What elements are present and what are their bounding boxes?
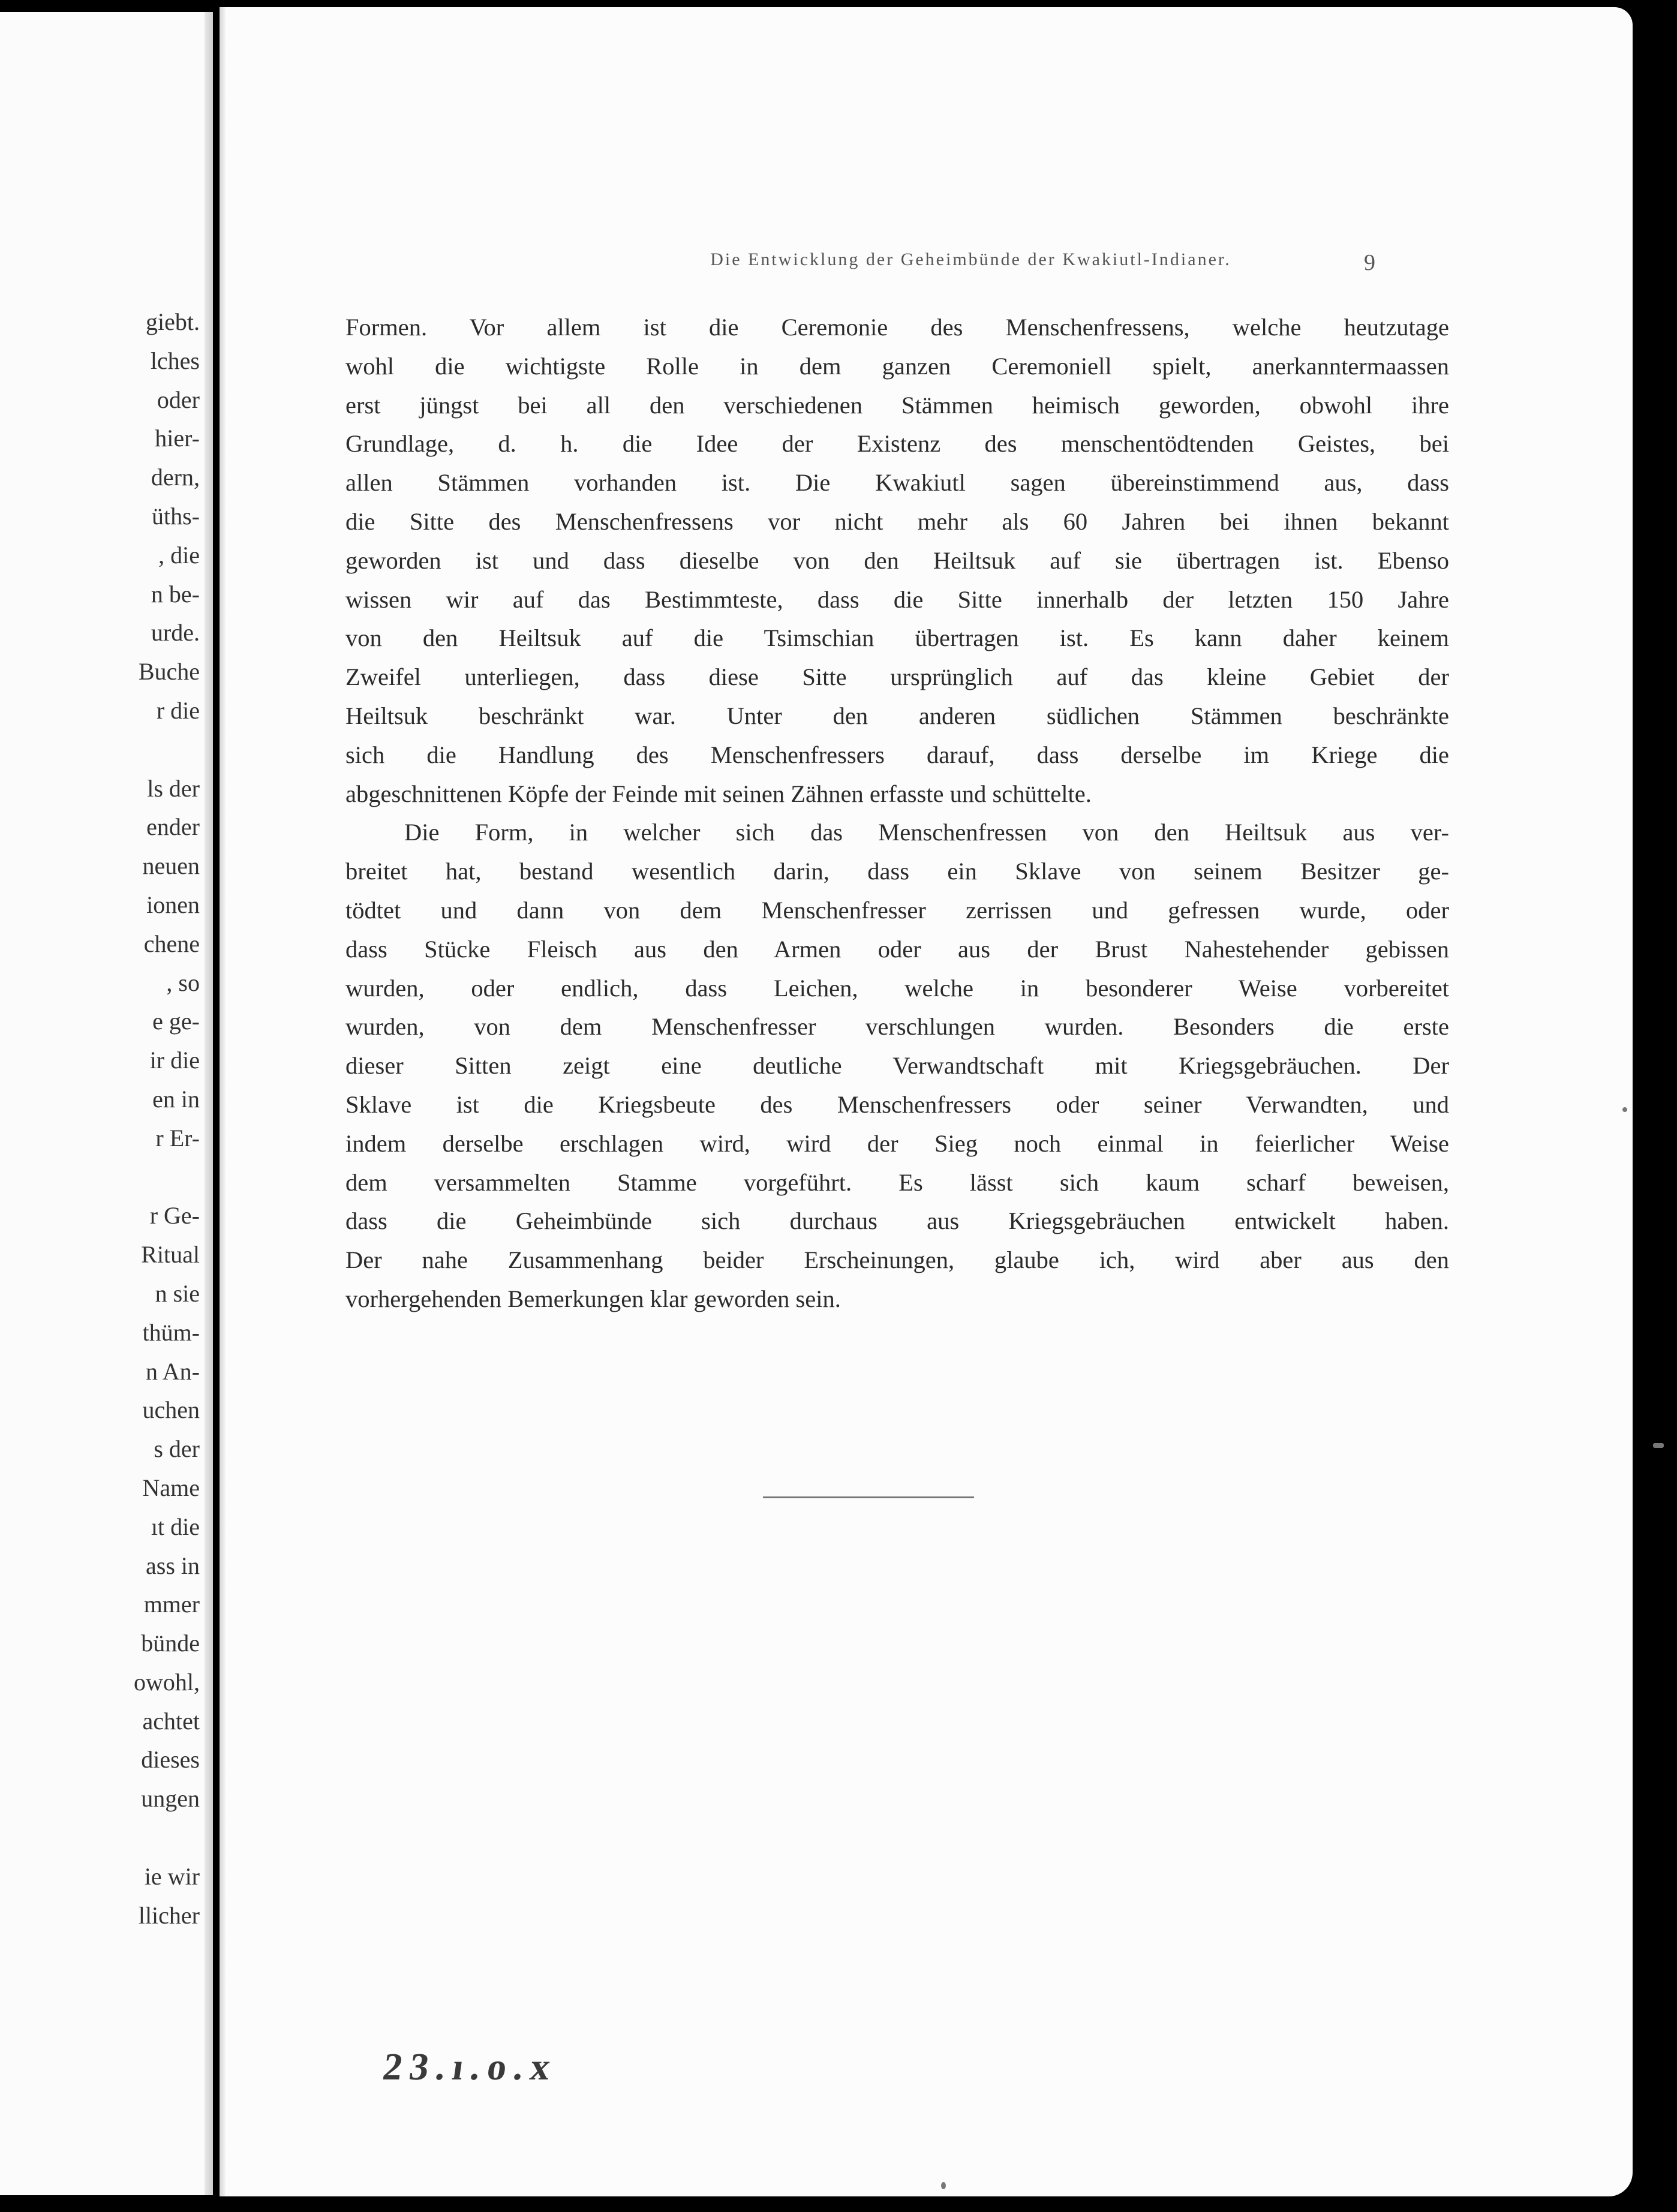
text-line: Sklave ist die Kriegsbeute des Menschenfressers oder seiner Verwandten, und <box>345 1090 1449 1118</box>
scan-speck <box>1653 1443 1664 1448</box>
previous-page-line: ungen <box>141 1785 200 1813</box>
previous-page-line: ender <box>146 813 200 841</box>
text-line: abgeschnittenen Köpfe der Feinde mit seinen Zähnen erfasste und schüttelte. <box>345 780 1092 807</box>
previous-page-line: urde. <box>151 619 200 647</box>
previous-page-line <box>134 1819 200 1858</box>
page-number: 9 <box>1364 250 1375 275</box>
previous-page-line: ionen <box>146 891 200 918</box>
previous-page-line: owohl, <box>134 1668 200 1696</box>
previous-page-line: s der <box>154 1435 200 1463</box>
section-end-rule <box>763 1496 974 1498</box>
text-line: vorhergehenden Bemerkungen klar geworden sein. <box>345 1285 841 1312</box>
previous-page-line: n An- <box>146 1357 200 1385</box>
previous-page-line: n sie <box>155 1279 200 1307</box>
previous-page-line <box>134 1158 200 1197</box>
previous-page-line: Ritual <box>141 1241 200 1269</box>
text-line: die Sitte des Menschenfressens vor nicht mehr als 60 Jahren bei ihnen bekannt <box>345 507 1449 535</box>
gutter-shadow <box>205 12 213 2195</box>
text-line: dem versammelten Stamme vorgeführt. Es lässt sich kaum scharf beweisen, <box>345 1168 1449 1196</box>
text-line: tödtet und dann von dem Menschenfresser zerrissen und gefressen wurde, oder <box>345 896 1449 924</box>
text-line: Zweifel unterliegen, dass diese Sitte ursprünglich auf das kleine Gebiet der <box>345 663 1449 691</box>
text-line: Grundlage, d. h. die Idee der Existenz des menschentödtenden Geistes, bei <box>345 430 1449 458</box>
body-text <box>345 308 1449 1319</box>
previous-page-line: thüm- <box>142 1318 200 1346</box>
previous-page-line-endings <box>134 303 200 1935</box>
text-line: indem derselbe erschlagen wird, wird der Sieg noch einmal in feierlicher Weise <box>345 1129 1449 1157</box>
previous-page-line: en in <box>152 1085 200 1113</box>
previous-page-line: Buche <box>138 658 200 686</box>
previous-page-line: chene <box>143 930 200 957</box>
scan-speck <box>1622 1107 1627 1112</box>
previous-page-line: dieses <box>141 1746 200 1774</box>
previous-page-sliver <box>0 12 213 2195</box>
previous-page-line: achtet <box>142 1707 200 1735</box>
text-line: allen Stämmen vorhanden ist. Die Kwakiutl sagen übereinstimmend aus, dass <box>345 469 1449 497</box>
previous-page-line: giebt. <box>146 308 200 335</box>
previous-page-line: oder <box>157 386 200 413</box>
previous-page-line: ir die <box>149 1047 200 1074</box>
text-line: wurden, oder endlich, dass Leichen, welche in besonderer Weise vorbereitet <box>345 974 1449 1002</box>
text-line: dieser Sitten zeigt eine deutliche Verwandtschaft mit Kriegsgebräuchen. Der <box>345 1052 1449 1080</box>
previous-page-line: ls der <box>147 774 200 802</box>
text-line: Heiltsuk beschränkt war. Unter den anderen südlichen Stämmen beschränkte <box>345 702 1449 729</box>
text-line: dass die Geheimbünde sich durchaus aus Kriegsgebräuchen entwickelt haben. <box>345 1207 1449 1235</box>
text-line: breitet hat, bestand wesentlich darin, dass ein Sklave von seinem Besitzer ge- <box>345 858 1449 885</box>
previous-page-line: r Ge- <box>149 1202 200 1230</box>
previous-page-line: llicher <box>138 1901 200 1929</box>
accession-stamp: 23.ı.o.x <box>380 2045 560 2088</box>
previous-page-line: lches <box>150 347 200 374</box>
previous-page-line: ie wir <box>144 1862 200 1890</box>
previous-page-line: uchen <box>142 1396 200 1424</box>
previous-page-line: ıt die <box>151 1513 200 1540</box>
text-line: Der nahe Zusammenhang beider Erscheinungen, glaube ich, wird aber aus den <box>345 1246 1449 1274</box>
previous-page-line: Name <box>142 1474 200 1501</box>
text-line: geworden ist und dass dieselbe von den Heiltsuk auf sie übertragen ist. Ebenso <box>345 546 1449 574</box>
previous-page-line: , so <box>166 969 200 996</box>
text-line: von den Heiltsuk auf die Tsimschian übertragen ist. Es kann daher keinem <box>345 624 1449 652</box>
previous-page-line: e ge- <box>152 1008 200 1035</box>
text-line: wohl die wichtigste Rolle in dem ganzen Ceremoniell spielt, anerkanntermaassen <box>345 352 1449 380</box>
previous-page-line: , die <box>158 541 200 569</box>
text-line: sich die Handlung des Menschenfressers darauf, dass derselbe im Kriege die <box>345 741 1449 768</box>
previous-page-line: mmer <box>143 1591 200 1618</box>
page-edge <box>220 7 226 2196</box>
text-line: wurden, von dem Menschenfresser verschlungen wurden. Besonders die erste <box>345 1013 1449 1041</box>
previous-page-line: ass in <box>146 1552 200 1579</box>
text-line: wissen wir auf das Bestimmteste, dass die Sitte innerhalb der letzten 150 Jahre <box>345 585 1449 613</box>
running-head: Die Entwicklung der Geheimbünde der Kwakiutl-Indianer. <box>710 250 1231 269</box>
previous-page-line: neuen <box>142 852 200 880</box>
previous-page-line: r die <box>156 696 200 724</box>
previous-page-line: hier- <box>155 425 200 452</box>
text-line: Die Form, in welcher sich das Menschenfressen von den Heiltsuk aus ver- <box>404 819 1449 846</box>
scan-speck <box>941 2182 946 2189</box>
text-line: dass Stücke Fleisch aus den Armen oder aus der Brust Nahestehender gebissen <box>345 935 1449 963</box>
previous-page-line: bünde <box>141 1630 200 1657</box>
previous-page-line: n be- <box>151 580 200 608</box>
previous-page-line <box>134 731 200 770</box>
previous-page-line: dern, <box>151 464 200 491</box>
book-page <box>220 7 1633 2196</box>
text-line: erst jüngst bei all den verschiedenen Stämmen heimisch geworden, obwohl ihre <box>345 391 1449 419</box>
previous-page-line: üths- <box>152 502 200 530</box>
text-line: Formen. Vor allem ist die Ceremonie des Menschenfressens, welche heutzutage <box>345 314 1449 341</box>
previous-page-line: r Er- <box>155 1124 200 1152</box>
